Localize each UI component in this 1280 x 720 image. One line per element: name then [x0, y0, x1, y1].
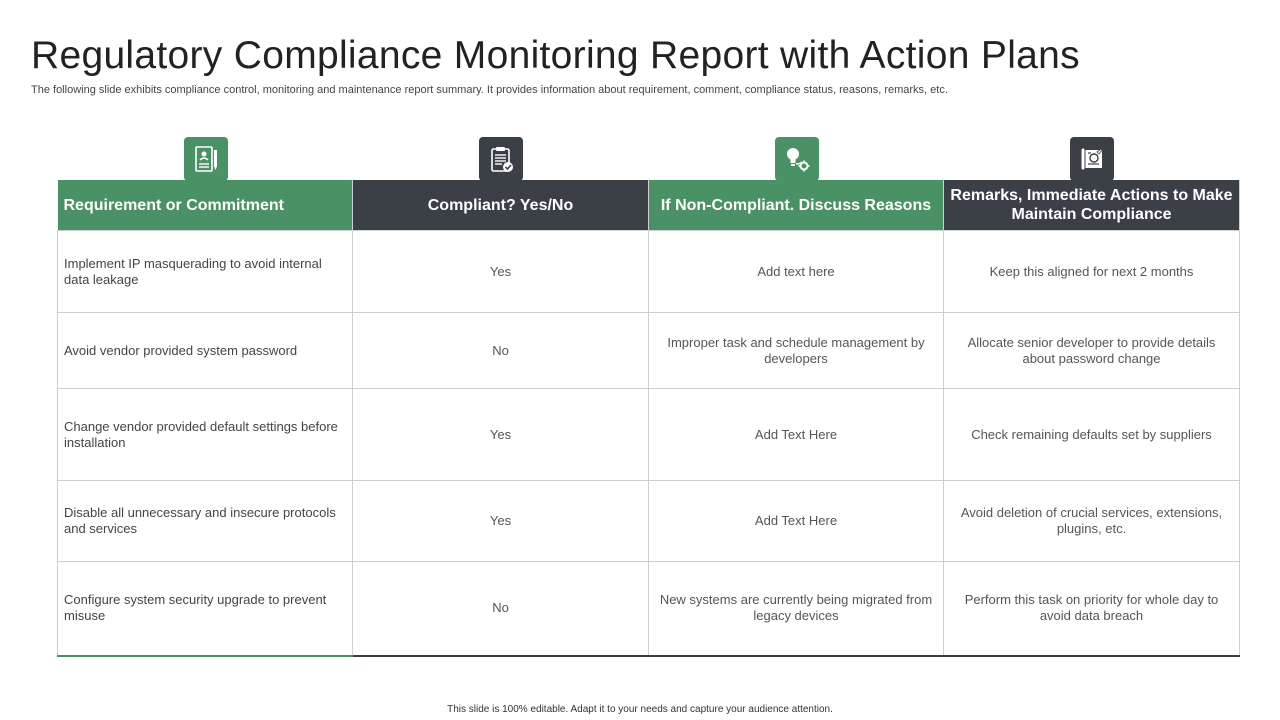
remarks-cell: Avoid deletion of crucial services, extensions, plugins, etc. [944, 481, 1240, 562]
compliant-cell: No [353, 313, 649, 389]
table-header-row [58, 180, 1240, 231]
table-row [58, 231, 1240, 313]
blueprint-scroll-icon [1070, 137, 1114, 181]
lightbulb-gear-icon [775, 137, 819, 181]
reasons-cell: New systems are currently being migrated from legacy devices [649, 562, 944, 656]
compliant-cell: Yes [353, 389, 649, 481]
header-requirement: Requirement or Commitment [58, 180, 353, 231]
remarks-cell: Perform this task on priority for whole day to avoid data breach [944, 562, 1240, 656]
slide-subtitle: The following slide exhibits compliance control, monitoring and maintenance report summary. It provides information about requirement, comment, compliance status, reasons, remarks, etc. [31, 84, 948, 96]
requirement-cell: Configure system security upgrade to prevent misuse [58, 562, 353, 656]
remarks-cell: Check remaining defaults set by suppliers [944, 389, 1240, 481]
table-row [58, 313, 1240, 389]
reasons-cell: Add Text Here [649, 389, 944, 481]
table-row [58, 481, 1240, 562]
requirement-cell: Change vendor provided default settings before installation [58, 389, 353, 481]
id-card-pen-icon [184, 137, 228, 181]
header-reasons: If Non-Compliant. Discuss Reasons [649, 180, 944, 231]
requirement-cell: Avoid vendor provided system password [58, 313, 353, 389]
slide-title: Regulatory Compliance Monitoring Report with Action Plans [31, 34, 1080, 77]
slide-footer: This slide is 100% editable. Adapt it to your needs and capture your audience attention. [447, 704, 833, 715]
compliant-cell: Yes [353, 231, 649, 313]
header-compliant: Compliant? Yes/No [353, 180, 649, 231]
header-remarks: Remarks, Immediate Actions to Make Maintain Compliance [944, 180, 1240, 231]
reasons-cell: Add Text Here [649, 481, 944, 562]
remarks-cell: Keep this aligned for next 2 months [944, 231, 1240, 313]
remarks-cell: Allocate senior developer to provide details about password change [944, 313, 1240, 389]
table-row [58, 562, 1240, 656]
compliant-cell: Yes [353, 481, 649, 562]
table-row [58, 389, 1240, 481]
compliance-table [57, 180, 1240, 657]
reasons-cell: Improper task and schedule management by developers [649, 313, 944, 389]
requirement-cell: Disable all unnecessary and insecure protocols and services [58, 481, 353, 562]
requirement-cell: Implement IP masquerading to avoid internal data leakage [58, 231, 353, 313]
clipboard-check-icon [479, 137, 523, 181]
reasons-cell: Add text here [649, 231, 944, 313]
compliant-cell: No [353, 562, 649, 656]
